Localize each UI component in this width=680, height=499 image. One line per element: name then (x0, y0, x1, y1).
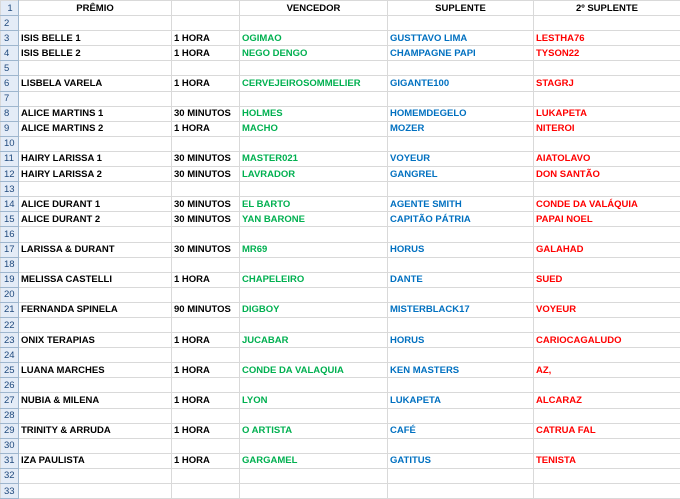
cell-vencedor[interactable] (240, 227, 388, 242)
table-row (1, 61, 680, 76)
cell-duracao[interactable]: 1 HORA (172, 272, 240, 287)
cell-suplente[interactable]: KEN MASTERS (388, 363, 534, 378)
table-row (1, 393, 680, 408)
cell-duracao[interactable] (172, 378, 240, 393)
cell-suplente2[interactable] (534, 468, 680, 483)
row-header[interactable]: 33 (1, 484, 19, 499)
cell-duracao[interactable] (172, 348, 240, 363)
cell-vencedor[interactable]: MR69 (240, 242, 388, 257)
cell-suplente[interactable]: HORUS (388, 242, 534, 257)
table-row (1, 76, 680, 91)
cell-suplente2[interactable] (534, 16, 680, 31)
cell-vencedor[interactable]: EL BARTO (240, 197, 388, 212)
cell-premio[interactable] (19, 468, 172, 483)
cell-suplente[interactable] (388, 287, 534, 302)
row-header[interactable]: 8 (1, 106, 19, 121)
cell-vencedor[interactable]: JUCABAR (240, 333, 388, 348)
table-row (1, 16, 680, 31)
table-row (1, 1, 680, 16)
row-header[interactable]: 29 (1, 423, 19, 438)
cell-vencedor[interactable]: OGIMAO (240, 31, 388, 46)
cell-premio[interactable]: ALICE MARTINS 2 (19, 121, 172, 136)
cell-suplente2[interactable]: AIATOLAVO (534, 151, 680, 166)
cell-suplente[interactable]: LUKAPETA (388, 393, 534, 408)
row-header[interactable]: 1 (1, 1, 19, 16)
cell-premio[interactable]: MELISSA CASTELLI (19, 272, 172, 287)
row-header[interactable]: 15 (1, 212, 19, 227)
cell-suplente2[interactable] (534, 317, 680, 332)
table-row (1, 363, 680, 378)
table-row (1, 484, 680, 499)
row-header[interactable]: 18 (1, 257, 19, 272)
cell-suplente[interactable]: GIGANTE100 (388, 76, 534, 91)
cell-duracao[interactable]: 30 MINUTOS (172, 167, 240, 182)
row-header[interactable]: 23 (1, 333, 19, 348)
row-header[interactable]: 7 (1, 91, 19, 106)
cell-vencedor[interactable] (240, 348, 388, 363)
cell-duracao[interactable] (172, 468, 240, 483)
cell-suplente[interactable]: HORUS (388, 333, 534, 348)
table-row (1, 242, 680, 257)
cell-premio[interactable]: ALICE DURANT 1 (19, 197, 172, 212)
header-suplente2[interactable]: 2º SUPLENTE (534, 1, 680, 16)
table-row (1, 333, 680, 348)
cell-duracao[interactable] (172, 227, 240, 242)
cell-premio[interactable]: NUBIA & MILENA (19, 393, 172, 408)
cell-suplente2[interactable] (534, 91, 680, 106)
cell-suplente2[interactable] (534, 136, 680, 151)
row-header[interactable]: 9 (1, 121, 19, 136)
cell-premio[interactable]: ALICE DURANT 2 (19, 212, 172, 227)
table-row (1, 121, 680, 136)
cell-duracao[interactable] (172, 408, 240, 423)
cell-suplente2[interactable]: TYSON22 (534, 46, 680, 61)
cell-premio[interactable]: HAIRY LARISSA 2 (19, 167, 172, 182)
row-header[interactable]: 21 (1, 302, 19, 317)
cell-duracao[interactable]: 30 MINUTOS (172, 197, 240, 212)
row-header[interactable]: 20 (1, 287, 19, 302)
cell-premio[interactable]: ONIX TERAPIAS (19, 333, 172, 348)
cell-premio[interactable] (19, 257, 172, 272)
row-header[interactable]: 24 (1, 348, 19, 363)
cell-suplente2[interactable]: SUED (534, 272, 680, 287)
cell-suplente[interactable]: GANGREL (388, 167, 534, 182)
table-row (1, 378, 680, 393)
row-header[interactable]: 16 (1, 227, 19, 242)
table-row (1, 302, 680, 317)
cell-suplente[interactable] (388, 348, 534, 363)
cell-duracao[interactable] (172, 257, 240, 272)
cell-premio[interactable] (19, 438, 172, 453)
cell-suplente2[interactable]: NITEROI (534, 121, 680, 136)
cell-vencedor[interactable] (240, 257, 388, 272)
table-row (1, 106, 680, 121)
row-header[interactable]: 3 (1, 31, 19, 46)
cell-duracao[interactable]: 1 HORA (172, 363, 240, 378)
row-header[interactable]: 12 (1, 167, 19, 182)
table-row (1, 31, 680, 46)
cell-premio[interactable]: LISBELA VARELA (19, 76, 172, 91)
cell-vencedor[interactable] (240, 378, 388, 393)
cell-duracao[interactable] (172, 136, 240, 151)
cell-duracao[interactable]: 1 HORA (172, 453, 240, 468)
table-row (1, 227, 680, 242)
cell-premio[interactable] (19, 348, 172, 363)
row-header[interactable]: 30 (1, 438, 19, 453)
table-row (1, 91, 680, 106)
cell-duracao[interactable]: 30 MINUTOS (172, 106, 240, 121)
table-row (1, 317, 680, 332)
cell-suplente2[interactable] (534, 378, 680, 393)
cell-suplente2[interactable] (534, 227, 680, 242)
cell-premio[interactable]: TRINITY & ARRUDA (19, 423, 172, 438)
cell-vencedor[interactable]: HOLMES (240, 106, 388, 121)
cell-vencedor[interactable]: LYON (240, 393, 388, 408)
cell-premio[interactable]: ISIS BELLE 2 (19, 46, 172, 61)
cell-duracao[interactable]: 30 MINUTOS (172, 242, 240, 257)
cell-suplente[interactable]: CAFÉ (388, 423, 534, 438)
cell-duracao[interactable]: 1 HORA (172, 31, 240, 46)
table-row (1, 423, 680, 438)
cell-vencedor[interactable]: YAN BARONE (240, 212, 388, 227)
cell-premio[interactable] (19, 287, 172, 302)
cell-suplente[interactable]: MISTERBLACK17 (388, 302, 534, 317)
cell-duracao[interactable] (172, 438, 240, 453)
cell-suplente2[interactable]: PAPAI NOEL (534, 212, 680, 227)
cell-duracao[interactable]: 1 HORA (172, 423, 240, 438)
header-premio[interactable]: PRÊMIO (19, 1, 172, 16)
cell-vencedor[interactable] (240, 136, 388, 151)
cell-suplente[interactable] (388, 484, 534, 499)
cell-vencedor[interactable]: DIGBOY (240, 302, 388, 317)
cell-suplente[interactable]: AGENTE SMITH (388, 197, 534, 212)
cell-premio[interactable]: ISIS BELLE 1 (19, 31, 172, 46)
cell-vencedor[interactable] (240, 484, 388, 499)
cell-suplente[interactable]: GUSTTAVO LIMA (388, 31, 534, 46)
table-row (1, 453, 680, 468)
cell-suplente2[interactable]: VOYEUR (534, 302, 680, 317)
cell-premio[interactable] (19, 408, 172, 423)
cell-suplente2[interactable]: CONDE DA VALÁQUIA (534, 197, 680, 212)
table-row (1, 151, 680, 166)
row-header[interactable]: 27 (1, 393, 19, 408)
cell-vencedor[interactable] (240, 61, 388, 76)
cell-vencedor[interactable]: CONDE DA VALAQUIA (240, 363, 388, 378)
cell-suplente2[interactable]: CATRUA FAL (534, 423, 680, 438)
table-row (1, 468, 680, 483)
cell-duracao[interactable] (172, 61, 240, 76)
cell-suplente[interactable] (388, 408, 534, 423)
cell-suplente[interactable]: GATITUS (388, 453, 534, 468)
table-row (1, 136, 680, 151)
table-row (1, 182, 680, 197)
table-row (1, 46, 680, 61)
row-header[interactable]: 5 (1, 61, 19, 76)
cell-premio[interactable]: LUANA MARCHES (19, 363, 172, 378)
cell-vencedor[interactable]: NEGO DENGO (240, 46, 388, 61)
row-header[interactable]: 14 (1, 197, 19, 212)
cell-suplente2[interactable]: LESTHA76 (534, 31, 680, 46)
cell-suplente[interactable]: HOMEMDEGELO (388, 106, 534, 121)
cell-duracao[interactable] (172, 182, 240, 197)
table-row (1, 197, 680, 212)
cell-vencedor[interactable]: MASTER021 (240, 151, 388, 166)
table-row (1, 272, 680, 287)
row-header[interactable]: 6 (1, 76, 19, 91)
cell-vencedor[interactable]: O ARTISTA (240, 423, 388, 438)
cell-premio[interactable] (19, 182, 172, 197)
cell-suplente2[interactable] (534, 287, 680, 302)
cell-suplente[interactable] (388, 136, 534, 151)
cell-duracao[interactable]: 90 MINUTOS (172, 302, 240, 317)
row-header[interactable]: 4 (1, 46, 19, 61)
row-header[interactable]: 32 (1, 468, 19, 483)
cell-suplente2[interactable] (534, 438, 680, 453)
table-row (1, 257, 680, 272)
cell-suplente2[interactable]: ALCARAZ (534, 393, 680, 408)
cell-suplente[interactable]: CAPITÃO PÁTRIA (388, 212, 534, 227)
cell-duracao[interactable]: 1 HORA (172, 393, 240, 408)
cell-suplente2[interactable] (534, 182, 680, 197)
cell-suplente[interactable] (388, 468, 534, 483)
cell-suplente2[interactable]: STAGRJ (534, 76, 680, 91)
cell-suplente2[interactable] (534, 484, 680, 499)
cell-suplente[interactable] (388, 16, 534, 31)
cell-duracao[interactable] (172, 484, 240, 499)
cell-suplente2[interactable]: AZ, (534, 363, 680, 378)
cell-premio[interactable]: IZA PAULISTA (19, 453, 172, 468)
cell-duracao[interactable] (172, 16, 240, 31)
row-header[interactable]: 31 (1, 453, 19, 468)
cell-suplente2[interactable]: DON SANTÃO (534, 167, 680, 182)
cell-vencedor[interactable] (240, 468, 388, 483)
table-row (1, 167, 680, 182)
table-row (1, 438, 680, 453)
cell-premio[interactable]: LARISSA & DURANT (19, 242, 172, 257)
cell-suplente[interactable]: CHAMPAGNE PAPI (388, 46, 534, 61)
cell-suplente[interactable] (388, 257, 534, 272)
cell-vencedor[interactable]: GARGAMEL (240, 453, 388, 468)
cell-suplente[interactable]: VOYEUR (388, 151, 534, 166)
cell-premio[interactable] (19, 484, 172, 499)
row-header[interactable]: 19 (1, 272, 19, 287)
cell-suplente[interactable]: MOZER (388, 121, 534, 136)
cell-premio[interactable] (19, 61, 172, 76)
cell-premio[interactable]: FERNANDA SPINELA (19, 302, 172, 317)
cell-duracao[interactable]: 1 HORA (172, 76, 240, 91)
header-suplente[interactable]: SUPLENTE (388, 1, 534, 16)
row-header[interactable]: 26 (1, 378, 19, 393)
table-row (1, 212, 680, 227)
cell-suplente[interactable]: DANTE (388, 272, 534, 287)
cell-vencedor[interactable]: CERVEJEIROSOMMELIER (240, 76, 388, 91)
cell-suplente2[interactable]: LUKAPETA (534, 106, 680, 121)
row-header[interactable]: 28 (1, 408, 19, 423)
row-header[interactable]: 17 (1, 242, 19, 257)
cell-suplente[interactable] (388, 91, 534, 106)
cell-vencedor[interactable]: LAVRADOR (240, 167, 388, 182)
table-row (1, 287, 680, 302)
cell-vencedor[interactable] (240, 408, 388, 423)
row-header[interactable]: 13 (1, 182, 19, 197)
cell-vencedor[interactable] (240, 287, 388, 302)
cell-vencedor[interactable] (240, 16, 388, 31)
row-header[interactable]: 25 (1, 363, 19, 378)
cell-premio[interactable] (19, 136, 172, 151)
cell-suplente[interactable] (388, 438, 534, 453)
cell-suplente2[interactable] (534, 348, 680, 363)
cell-suplente2[interactable]: GALAHAD (534, 242, 680, 257)
table-row (1, 348, 680, 363)
header-vencedor[interactable]: VENCEDOR (240, 1, 388, 16)
cell-vencedor[interactable] (240, 438, 388, 453)
table-row (1, 408, 680, 423)
cell-duracao[interactable]: 1 HORA (172, 46, 240, 61)
cell-suplente2[interactable]: CARIOCAGALUDO (534, 333, 680, 348)
cell-duracao[interactable]: 30 MINUTOS (172, 151, 240, 166)
cell-premio[interactable] (19, 378, 172, 393)
cell-duracao[interactable]: 1 HORA (172, 333, 240, 348)
row-header[interactable]: 22 (1, 317, 19, 332)
cell-duracao[interactable] (172, 317, 240, 332)
cell-vencedor[interactable]: MACHO (240, 121, 388, 136)
cell-suplente2[interactable]: TENISTA (534, 453, 680, 468)
cell-duracao[interactable] (172, 91, 240, 106)
cell-duracao[interactable] (172, 287, 240, 302)
cell-suplente2[interactable] (534, 257, 680, 272)
row-header[interactable]: 10 (1, 136, 19, 151)
row-header[interactable]: 11 (1, 151, 19, 166)
cell-premio[interactable]: ALICE MARTINS 1 (19, 106, 172, 121)
cell-vencedor[interactable]: CHAPELEIRO (240, 272, 388, 287)
cell-duracao[interactable]: 1 HORA (172, 121, 240, 136)
cell-premio[interactable] (19, 91, 172, 106)
cell-suplente[interactable] (388, 182, 534, 197)
cell-suplente2[interactable] (534, 61, 680, 76)
cell-duracao[interactable]: 30 MINUTOS (172, 212, 240, 227)
cell-vencedor[interactable] (240, 317, 388, 332)
cell-suplente[interactable] (388, 227, 534, 242)
cell-suplente[interactable] (388, 378, 534, 393)
cell-premio[interactable] (19, 317, 172, 332)
cell-vencedor[interactable] (240, 91, 388, 106)
cell-premio[interactable]: HAIRY LARISSA 1 (19, 151, 172, 166)
cell-premio[interactable] (19, 227, 172, 242)
cell-suplente[interactable] (388, 61, 534, 76)
cell-suplente2[interactable] (534, 408, 680, 423)
cell-vencedor[interactable] (240, 182, 388, 197)
row-header[interactable]: 2 (1, 16, 19, 31)
cell-premio[interactable] (19, 16, 172, 31)
cell-suplente[interactable] (388, 317, 534, 332)
header-duracao[interactable] (172, 1, 240, 16)
